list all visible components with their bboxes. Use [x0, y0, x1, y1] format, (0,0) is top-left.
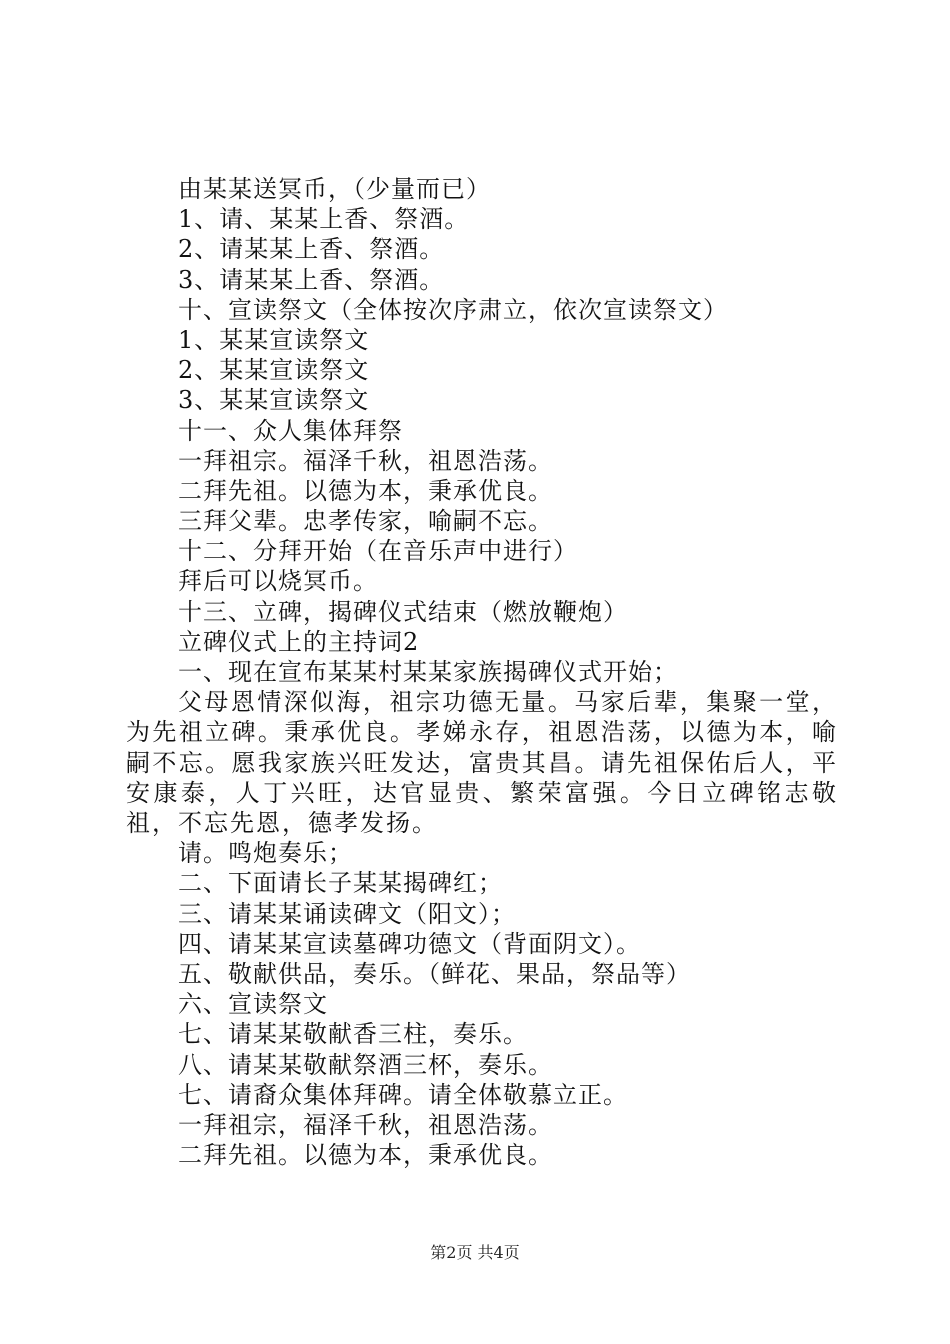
section-heading: 四、请某某宣读墓碑功德文（背面阴文）。	[178, 929, 641, 958]
section-heading: 十三、立碑，揭碑仪式结束（燃放鞭炮）	[178, 597, 628, 626]
section-heading: 三、请某某诵读碑文（阳文）；	[178, 899, 516, 928]
section-heading: 七、请裔众集体拜碑。请全体敬慕立正。	[178, 1080, 628, 1109]
section-heading: 七、请某某敬献香三柱，奏乐。	[178, 1020, 528, 1049]
body-paragraph: 父母恩情深似海，祖宗功德无量。马家后辈，集聚一堂，为先祖立碑。秉承优良。孝娣永存，祖恩浩荡，以德为本，喻嗣不忘。愿我家族兴旺发达，富贵其昌。请先祖保佑后人，平安康泰，人丁兴旺，达官显贵、繁荣富强。今日立碑铭志敬祖，不忘先恩，德孝发扬。	[126, 688, 838, 837]
text-line: 1、某某宣读祭文	[178, 325, 370, 354]
text-line: 二拜先祖。以德为本，秉承优良。	[178, 476, 553, 505]
section-heading: 一、现在宣布某某村某某家族揭碑仪式开始；	[178, 658, 678, 686]
page-footer: 第2页 共4页	[430, 1243, 520, 1262]
section-heading: 八、请某某敬献祭酒三杯，奏乐。	[178, 1050, 553, 1079]
text-line: 请。鸣炮奏乐；	[178, 839, 353, 868]
text-line: 2、某某宣读祭文	[178, 356, 370, 385]
section-heading: 十一、众人集体拜祭	[178, 416, 403, 445]
text-line: 2、请某某上香、祭酒。	[178, 235, 445, 264]
section-heading: 十、宣读祭文（全体按次序肃立，依次宣读祭文）	[178, 295, 728, 324]
text-line: 一拜祖宗。福泽千秋，祖恩浩荡。	[178, 446, 553, 475]
text-line: 3、请某某上香、祭酒。	[178, 265, 445, 294]
text-line: 拜后可以烧冥币。	[178, 567, 378, 596]
section-heading: 十二、分拜开始（在音乐声中进行）	[178, 537, 578, 566]
text-line: 二拜先祖。以德为本，秉承优良。	[178, 1141, 553, 1170]
section-heading: 六、宣读祭文	[178, 990, 328, 1019]
section-heading: 五、敬献供品，奏乐。（鲜花、果品，祭品等）	[178, 959, 691, 988]
section-heading: 二、下面请长子某某揭碑红；	[178, 869, 503, 898]
text-line: 由某某送冥币，（少量而已）	[178, 175, 491, 203]
text-line: 1、请、某某上香、祭酒。	[178, 205, 470, 234]
text-line: 3、某某宣读祭文	[178, 386, 370, 415]
document-body	[126, 174, 836, 1170]
text-line: 三拜父辈。忠孝传家，喻嗣不忘。	[178, 507, 553, 536]
text-line: 一拜祖宗，福泽千秋，祖恩浩荡。	[178, 1110, 553, 1139]
section-title: 立碑仪式上的主持词2	[178, 627, 420, 656]
